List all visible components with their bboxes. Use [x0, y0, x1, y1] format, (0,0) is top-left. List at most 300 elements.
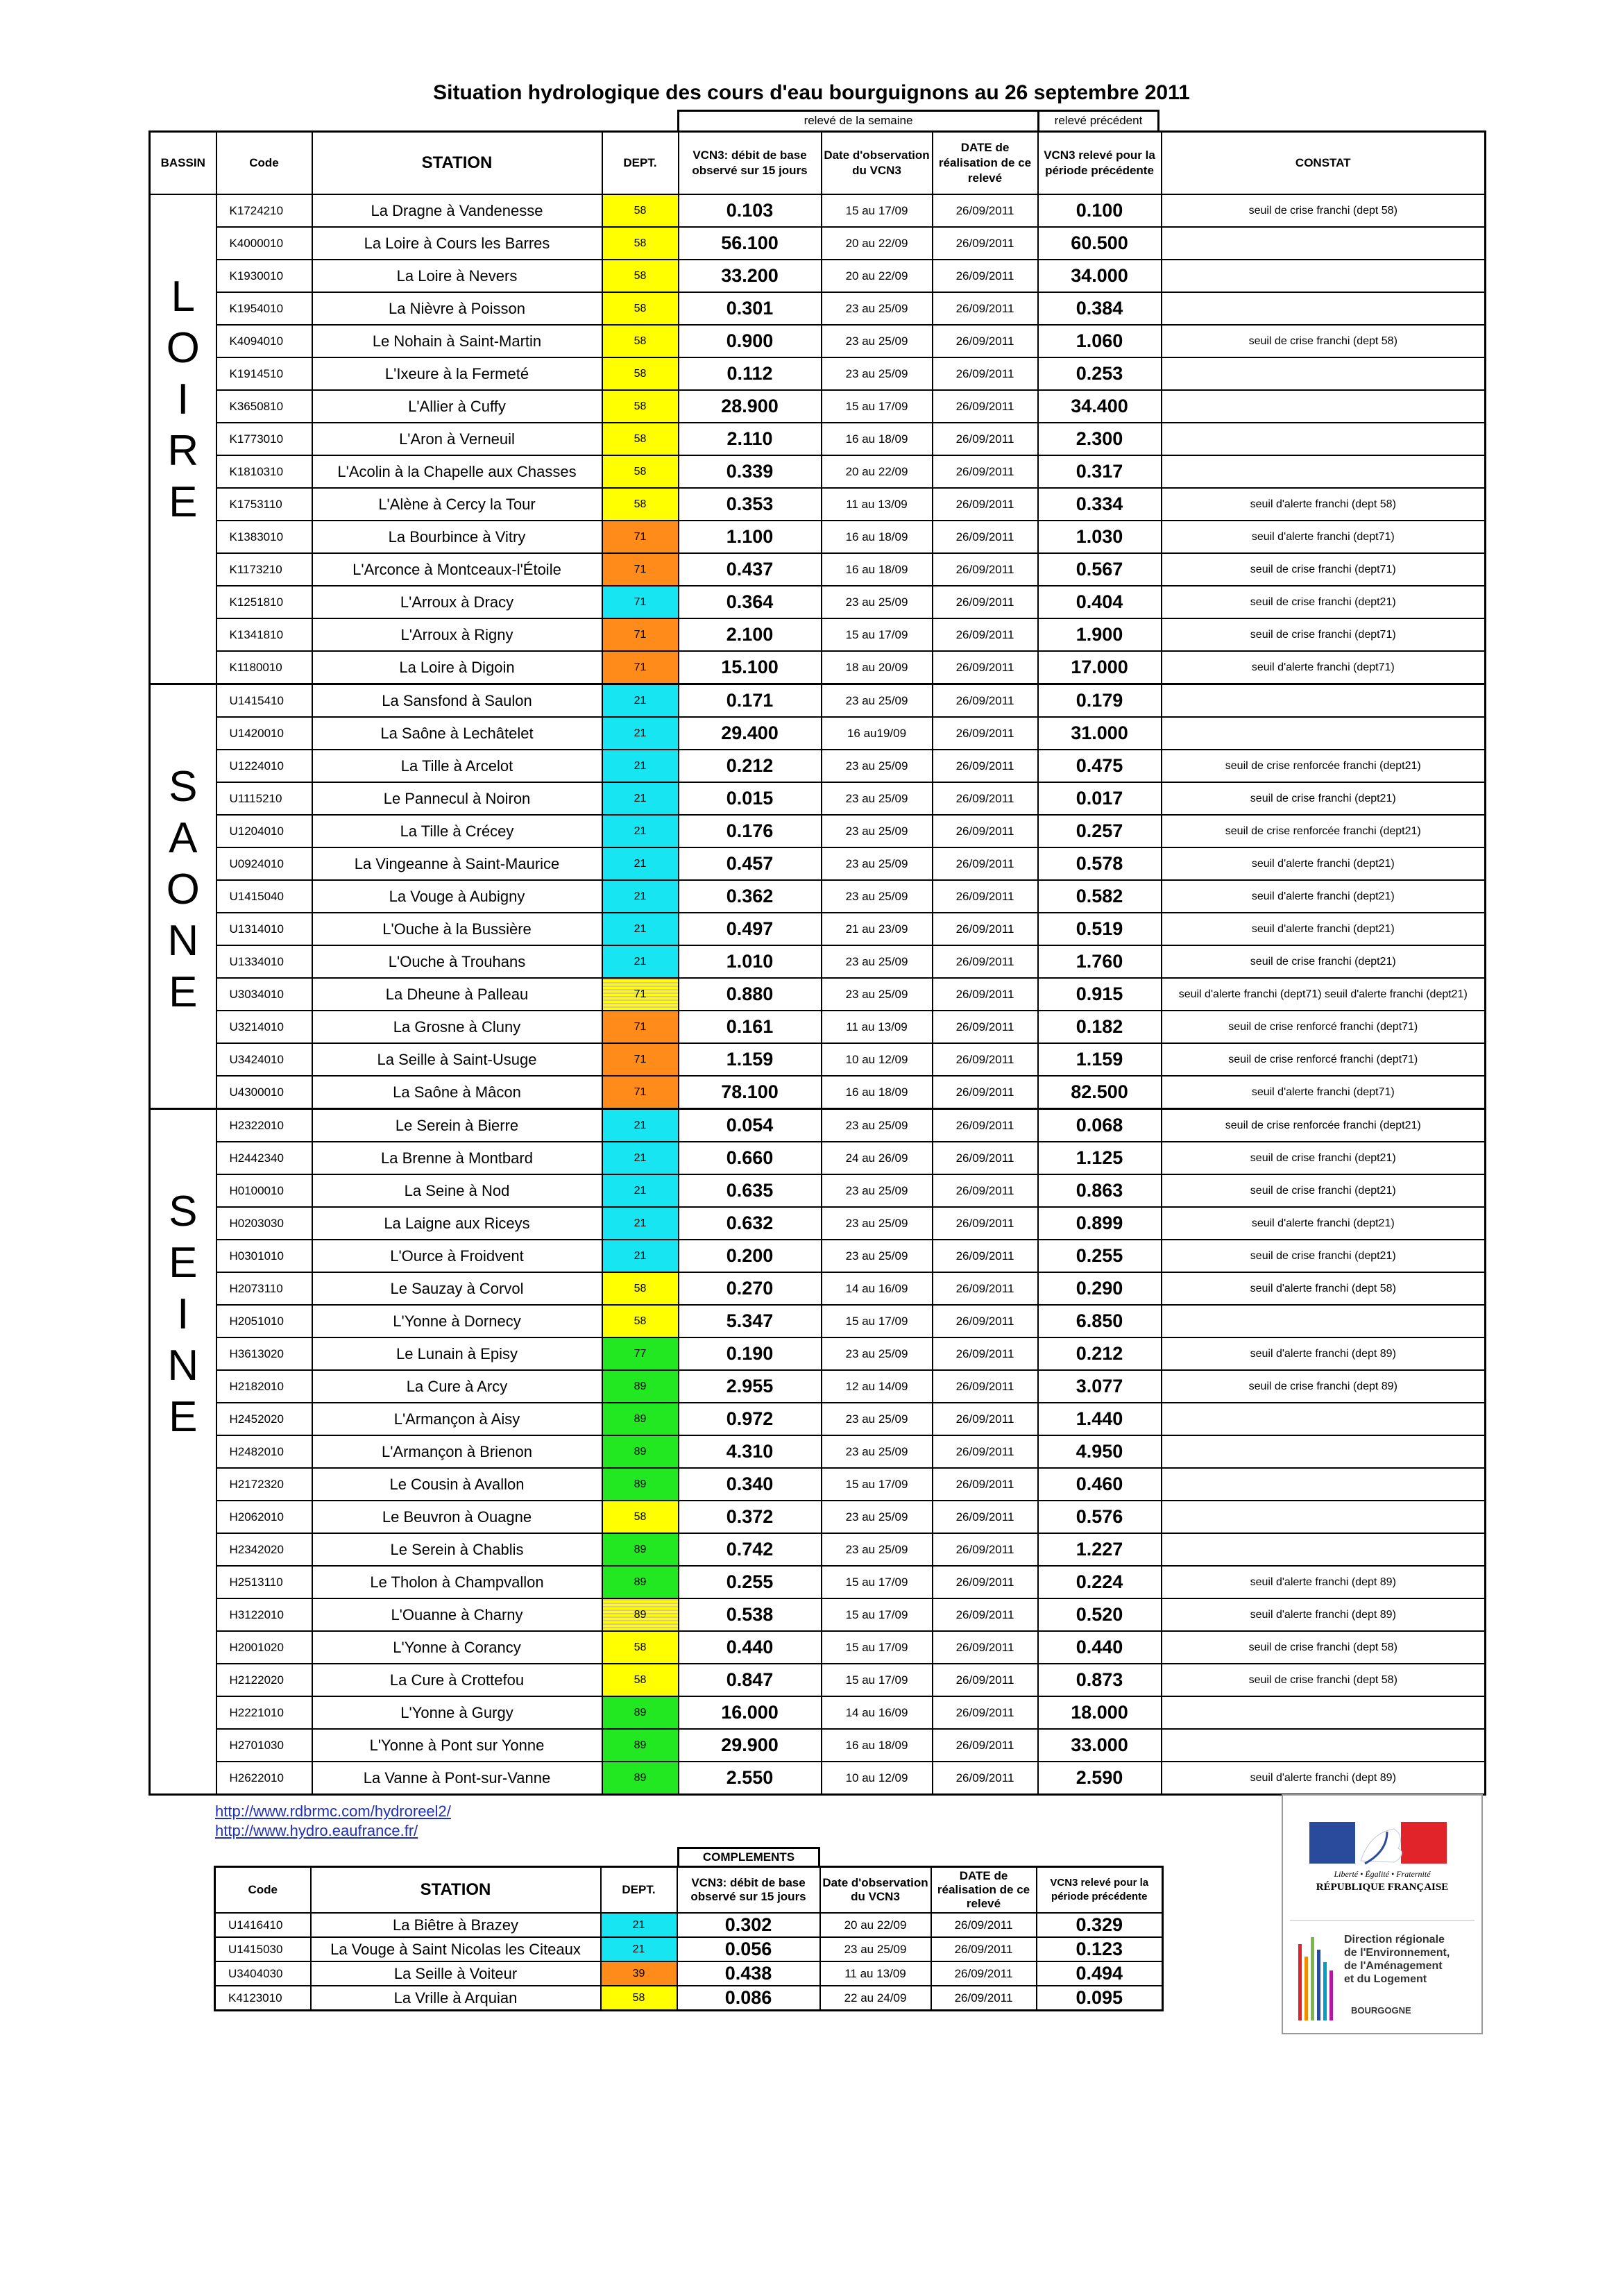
- dept-cell: 21: [602, 847, 679, 880]
- report-date: 26/09/2011: [933, 1109, 1038, 1142]
- constat-text: seuil de crise franchi (dept 58): [1162, 1631, 1486, 1664]
- observation-period: 23 au 25/09: [822, 945, 933, 978]
- observation-period: 14 au 16/09: [822, 1696, 933, 1729]
- vcn3-value: 2.100: [679, 618, 822, 651]
- station-name: La Bourbince à Vitry: [312, 521, 602, 553]
- dept-cell: 58: [602, 292, 679, 325]
- table-header-row: [150, 132, 1486, 195]
- previous-vcn3-value: 1.440: [1038, 1403, 1162, 1435]
- previous-vcn3-value: 0.520: [1038, 1598, 1162, 1631]
- table-row: [150, 1207, 1486, 1240]
- station-name: L'Ouche à la Bussière: [312, 913, 602, 945]
- dept-cell: 71: [602, 1043, 679, 1076]
- observation-period: 23 au 25/09: [820, 1937, 931, 1961]
- previous-vcn3-value: 31.000: [1038, 717, 1162, 750]
- table-row: [150, 488, 1486, 521]
- vcn3-value: 0.171: [679, 684, 822, 718]
- dept-cell: 21: [602, 717, 679, 750]
- station-code: H2701030: [216, 1729, 312, 1762]
- basin-label: [150, 194, 216, 684]
- observation-period: 20 au 22/09: [822, 455, 933, 488]
- report-date: 26/09/2011: [933, 1631, 1038, 1664]
- table-row: [150, 260, 1486, 292]
- station-code: H0301010: [216, 1240, 312, 1272]
- report-date: 26/09/2011: [933, 260, 1038, 292]
- constat-text: seuil d'alerte franchi (dept21): [1162, 1207, 1486, 1240]
- logo-direction-line: de l'Environnement,: [1344, 1947, 1450, 1959]
- page-title: Situation hydrologique des cours d'eau bourguignons au 26 septembre 2011: [433, 81, 1190, 104]
- observation-period: 23 au 25/09: [822, 1533, 933, 1566]
- observation-period: 23 au 25/09: [822, 1403, 933, 1435]
- vcn3-value: 0.438: [677, 1961, 820, 1986]
- station-name: La Vrille à Arquian: [311, 1986, 601, 2011]
- report-date: 26/09/2011: [933, 651, 1038, 684]
- previous-vcn3-value: 33.000: [1038, 1729, 1162, 1762]
- station-name: La Dragne à Vandenesse: [312, 194, 602, 227]
- constat-text: seuil de crise franchi (dept71): [1162, 618, 1486, 651]
- observation-period: 15 au 17/09: [822, 1305, 933, 1337]
- station-code: U4300010: [216, 1076, 312, 1109]
- constat-text: seuil de crise franchi (dept 58): [1162, 1664, 1486, 1696]
- observation-period: 23 au 25/09: [822, 1337, 933, 1370]
- basin-label: [150, 1109, 216, 1795]
- basin-letter: A: [169, 814, 198, 862]
- vcn3-value: 0.302: [677, 1913, 820, 1937]
- station-name: La Nièvre à Poisson: [312, 292, 602, 325]
- dept-cell: 39: [601, 1961, 677, 1986]
- constat-text: seuil d'alerte franchi (dept 89): [1162, 1762, 1486, 1795]
- report-date: 26/09/2011: [933, 1240, 1038, 1272]
- station-name: Le Cousin à Avallon: [312, 1468, 602, 1501]
- link-hydro-eaufrance[interactable]: http://www.hydro.eaufrance.fr/: [215, 1822, 418, 1839]
- table-row: [150, 455, 1486, 488]
- report-date: 26/09/2011: [933, 913, 1038, 945]
- report-date: 26/09/2011: [933, 717, 1038, 750]
- observation-period: 10 au 12/09: [822, 1043, 933, 1076]
- dept-cell: 21: [602, 880, 679, 913]
- dept-cell: 58: [602, 390, 679, 423]
- report-date: 26/09/2011: [931, 1986, 1037, 2011]
- dept-cell: 89: [602, 1566, 679, 1598]
- station-name: La Seine à Nod: [312, 1174, 602, 1207]
- table-row: [150, 553, 1486, 586]
- complements-row: [215, 1913, 1163, 1937]
- observation-period: 23 au 25/09: [822, 586, 933, 618]
- table-row: [150, 1729, 1486, 1762]
- previous-vcn3-value: 0.873: [1038, 1664, 1162, 1696]
- observation-period: 11 au 13/09: [820, 1961, 931, 1986]
- constat-text: seuil d'alerte franchi (dept 89): [1162, 1598, 1486, 1631]
- station-name: L'Allier à Cuffy: [312, 390, 602, 423]
- constat-text: [1162, 423, 1486, 455]
- dept-cell: 58: [602, 260, 679, 292]
- table-row: [150, 1370, 1486, 1403]
- station-code: K1251810: [216, 586, 312, 618]
- station-name: Le Beuvron à Ouagne: [312, 1501, 602, 1533]
- basin-letter: E: [169, 1393, 198, 1441]
- dept-cell: 58: [602, 423, 679, 455]
- dept-cell: 89: [602, 1468, 679, 1501]
- station-code: K1753110: [216, 488, 312, 521]
- vcn3-value: 33.200: [679, 260, 822, 292]
- dept-cell: 21: [602, 750, 679, 782]
- report-date: 26/09/2011: [933, 1729, 1038, 1762]
- vcn3-value: 29.400: [679, 717, 822, 750]
- previous-vcn3-value: 0.179: [1038, 684, 1162, 718]
- station-code: U1115210: [216, 782, 312, 815]
- observation-period: 15 au 17/09: [822, 390, 933, 423]
- report-date: 26/09/2011: [933, 357, 1038, 390]
- station-name: L'Ixeure à la Fermeté: [312, 357, 602, 390]
- station-code: U1420010: [216, 717, 312, 750]
- constat-text: seuil d'alerte franchi (dept71): [1162, 521, 1486, 553]
- station-name: La Biêtre à Brazey: [311, 1913, 601, 1937]
- previous-vcn3-value: 0.404: [1038, 586, 1162, 618]
- previous-vcn3-value: 6.850: [1038, 1305, 1162, 1337]
- vcn3-value: 0.372: [679, 1501, 822, 1533]
- constat-text: seuil d'alerte franchi (dept21): [1162, 847, 1486, 880]
- previous-vcn3-value: 1.125: [1038, 1142, 1162, 1174]
- constat-text: [1162, 227, 1486, 260]
- constat-text: [1162, 292, 1486, 325]
- report-date: 26/09/2011: [933, 880, 1038, 913]
- report-date: 26/09/2011: [933, 1435, 1038, 1468]
- table-row: [150, 1435, 1486, 1468]
- station-name: La Vanne à Pont-sur-Vanne: [312, 1762, 602, 1795]
- dept-cell: 58: [602, 488, 679, 521]
- table-row: [150, 1664, 1486, 1696]
- report-date: 26/09/2011: [933, 553, 1038, 586]
- vcn3-value: 0.353: [679, 488, 822, 521]
- station-code: H2342020: [216, 1533, 312, 1566]
- previous-vcn3-value: 0.578: [1038, 847, 1162, 880]
- vcn3-value: 0.497: [679, 913, 822, 945]
- station-code: H2051010: [216, 1305, 312, 1337]
- dept-cell: 21: [602, 945, 679, 978]
- observation-period: 15 au 17/09: [822, 1566, 933, 1598]
- station-code: K1954010: [216, 292, 312, 325]
- previous-vcn3-value: 2.300: [1038, 423, 1162, 455]
- vcn3-value: 16.000: [679, 1696, 822, 1729]
- station-name: Le Nohain à Saint-Martin: [312, 325, 602, 357]
- table-row: [150, 1501, 1486, 1533]
- report-date: 26/09/2011: [933, 423, 1038, 455]
- previous-vcn3-value: 3.077: [1038, 1370, 1162, 1403]
- station-name: La Tille à Crécey: [312, 815, 602, 847]
- previous-vcn3-value: 34.400: [1038, 390, 1162, 423]
- constat-text: seuil de crise renforcé franchi (dept71): [1162, 1043, 1486, 1076]
- station-name: Le Tholon à Champvallon: [312, 1566, 602, 1598]
- basin-letter: L: [171, 273, 195, 321]
- station-code: H3122010: [216, 1598, 312, 1631]
- report-date: 26/09/2011: [933, 847, 1038, 880]
- station-name: L'Arconce à Montceaux-l'Étoile: [312, 553, 602, 586]
- previous-vcn3-value: 1.030: [1038, 521, 1162, 553]
- table-row: [150, 750, 1486, 782]
- dept-cell: 89: [602, 1729, 679, 1762]
- vcn3-value: 0.538: [679, 1598, 822, 1631]
- constat-text: seuil de crise franchi (dept 58): [1162, 194, 1486, 227]
- station-code: K4123010: [215, 1986, 311, 2011]
- header-station: STATION: [312, 132, 602, 195]
- vcn3-value: 0.103: [679, 194, 822, 227]
- dept-cell: 77: [602, 1337, 679, 1370]
- link-rdbrmc[interactable]: http://www.rdbrmc.com/hydroreel2/: [215, 1803, 451, 1820]
- hydrology-table: [148, 130, 1486, 1796]
- dept-cell: 58: [602, 194, 679, 227]
- vcn3-value: 0.015: [679, 782, 822, 815]
- table-row: [150, 1142, 1486, 1174]
- station-name: La Cure à Crottefou: [312, 1664, 602, 1696]
- table-row: [150, 1043, 1486, 1076]
- observation-period: 23 au 25/09: [822, 684, 933, 718]
- dept-cell: 21: [601, 1913, 677, 1937]
- logo-direction-line: et du Logement: [1344, 1973, 1427, 1985]
- station-code: H2182010: [216, 1370, 312, 1403]
- complements-header-code: Code: [215, 1867, 311, 1914]
- table-row: [150, 1468, 1486, 1501]
- station-name: La Seille à Voiteur: [311, 1961, 601, 1986]
- station-code: H2322010: [216, 1109, 312, 1142]
- observation-period: 23 au 25/09: [822, 325, 933, 357]
- observation-period: 23 au 25/09: [822, 1174, 933, 1207]
- station-code: H2172320: [216, 1468, 312, 1501]
- station-code: K1173210: [216, 553, 312, 586]
- previous-vcn3-value: 0.475: [1038, 750, 1162, 782]
- observation-period: 23 au 25/09: [822, 782, 933, 815]
- table-row: [150, 1272, 1486, 1305]
- station-name: La Loire à Digoin: [312, 651, 602, 684]
- observation-period: 15 au 17/09: [822, 1598, 933, 1631]
- observation-period: 23 au 25/09: [822, 880, 933, 913]
- observation-period: 16 au 18/09: [822, 423, 933, 455]
- station-name: L'Alène à Cercy la Tour: [312, 488, 602, 521]
- table-row: [150, 1011, 1486, 1043]
- observation-period: 18 au 20/09: [822, 651, 933, 684]
- observation-period: 15 au 17/09: [822, 194, 933, 227]
- station-name: La Cure à Arcy: [312, 1370, 602, 1403]
- basin-letter: O: [166, 324, 200, 372]
- complements-header-row: [215, 1867, 1163, 1914]
- station-name: Le Serein à Bierre: [312, 1109, 602, 1142]
- station-code: H2062010: [216, 1501, 312, 1533]
- dept-cell: 58: [601, 1986, 677, 2011]
- dept-cell: 71: [602, 586, 679, 618]
- vcn3-value: 1.010: [679, 945, 822, 978]
- station-code: U3034010: [216, 978, 312, 1011]
- constat-text: seuil de crise renforcée franchi (dept21): [1162, 750, 1486, 782]
- header-code: Code: [216, 132, 312, 195]
- vcn3-value: 28.900: [679, 390, 822, 423]
- vcn3-value: 0.212: [679, 750, 822, 782]
- basin-letter: R: [167, 427, 199, 475]
- station-code: U3404030: [215, 1961, 311, 1986]
- constat-text: [1162, 1729, 1486, 1762]
- complements-header-station: STATION: [311, 1867, 601, 1914]
- station-code: K1180010: [216, 651, 312, 684]
- previous-vcn3-value: 60.500: [1038, 227, 1162, 260]
- table-row: [150, 227, 1486, 260]
- report-date: 26/09/2011: [933, 1468, 1038, 1501]
- prefecture-logo: [1282, 1794, 1483, 2034]
- previous-vcn3-value: 0.212: [1038, 1337, 1162, 1370]
- station-name: Le Serein à Chablis: [312, 1533, 602, 1566]
- observation-period: 15 au 17/09: [822, 618, 933, 651]
- observation-period: 23 au 25/09: [822, 815, 933, 847]
- vcn3-value: 0.632: [679, 1207, 822, 1240]
- station-name: La Laigne aux Riceys: [312, 1207, 602, 1240]
- observation-period: 23 au 25/09: [822, 1207, 933, 1240]
- previous-vcn3-value: 1.760: [1038, 945, 1162, 978]
- report-date: 26/09/2011: [933, 1043, 1038, 1076]
- station-name: Le Pannecul à Noiron: [312, 782, 602, 815]
- report-date: 26/09/2011: [931, 1961, 1037, 1986]
- observation-period: 16 au 18/09: [822, 553, 933, 586]
- basin-letter: E: [169, 968, 198, 1016]
- station-code: K1914510: [216, 357, 312, 390]
- logo-republic: RÉPUBLIQUE FRANÇAISE: [1316, 1882, 1449, 1893]
- header-date-observation: Date d'observation du VCN3: [822, 132, 933, 195]
- table-row: [150, 684, 1486, 718]
- vcn3-value: 0.255: [679, 1566, 822, 1598]
- constat-text: [1162, 684, 1486, 718]
- complements-header-vcn3-previous: VCN3 relevé pour la période précédente: [1037, 1867, 1163, 1914]
- observation-period: 23 au 25/09: [822, 1109, 933, 1142]
- station-code: H3613020: [216, 1337, 312, 1370]
- previous-vcn3-value: 0.017: [1038, 782, 1162, 815]
- dept-cell: 71: [602, 1011, 679, 1043]
- table-row: [150, 945, 1486, 978]
- report-date: 26/09/2011: [933, 1696, 1038, 1729]
- table-row: [150, 651, 1486, 684]
- station-name: La Sansfond à Saulon: [312, 684, 602, 718]
- report-date: 26/09/2011: [933, 292, 1038, 325]
- station-code: K4000010: [216, 227, 312, 260]
- dept-cell: 89: [602, 1598, 679, 1631]
- previous-vcn3-value: 0.567: [1038, 553, 1162, 586]
- observation-period: 20 au 22/09: [822, 260, 933, 292]
- previous-vcn3-value: 17.000: [1038, 651, 1162, 684]
- vcn3-value: 0.900: [679, 325, 822, 357]
- previous-vcn3-value: 0.494: [1037, 1961, 1163, 1986]
- vcn3-value: 2.110: [679, 423, 822, 455]
- table-row: [150, 390, 1486, 423]
- observation-period: 20 au 22/09: [820, 1913, 931, 1937]
- station-name: Le Sauzay à Corvol: [312, 1272, 602, 1305]
- dept-cell: 58: [602, 325, 679, 357]
- previous-vcn3-value: 0.068: [1038, 1109, 1162, 1142]
- previous-vcn3-value: 0.384: [1038, 292, 1162, 325]
- dept-cell: 71: [602, 978, 679, 1011]
- previous-vcn3-value: 0.095: [1037, 1986, 1163, 2011]
- table-row: [150, 194, 1486, 227]
- vcn3-value: 0.457: [679, 847, 822, 880]
- vcn3-value: 2.550: [679, 1762, 822, 1795]
- logo-motto: Liberté • Égalité • Fraternité: [1334, 1869, 1431, 1879]
- station-code: U1415040: [216, 880, 312, 913]
- dept-cell: 71: [602, 521, 679, 553]
- vcn3-value: 0.056: [677, 1937, 820, 1961]
- constat-text: [1162, 1696, 1486, 1729]
- station-code: H2001020: [216, 1631, 312, 1664]
- constat-text: [1162, 1501, 1486, 1533]
- station-code: K1773010: [216, 423, 312, 455]
- previous-vcn3-value: 0.123: [1037, 1937, 1163, 1961]
- station-name: L'Armançon à Aisy: [312, 1403, 602, 1435]
- station-code: U0924010: [216, 847, 312, 880]
- vcn3-value: 0.635: [679, 1174, 822, 1207]
- header-vcn3: VCN3: débit de base observé sur 15 jours: [679, 132, 822, 195]
- vcn3-value: 0.660: [679, 1142, 822, 1174]
- station-name: L'Ource à Froidvent: [312, 1240, 602, 1272]
- station-name: La Tille à Arcelot: [312, 750, 602, 782]
- dept-cell: 21: [602, 684, 679, 718]
- constat-text: [1162, 1435, 1486, 1468]
- constat-text: [1162, 717, 1486, 750]
- constat-text: [1162, 357, 1486, 390]
- table-row: [150, 782, 1486, 815]
- dept-cell: 58: [602, 1664, 679, 1696]
- table-row: [150, 357, 1486, 390]
- report-date: 26/09/2011: [933, 1370, 1038, 1403]
- station-name: L'Aron à Verneuil: [312, 423, 602, 455]
- observation-period: 11 au 13/09: [822, 488, 933, 521]
- header-bassin: BASSIN: [150, 132, 216, 195]
- station-code: U1204010: [216, 815, 312, 847]
- dept-cell: 21: [602, 1240, 679, 1272]
- station-code: H2221010: [216, 1696, 312, 1729]
- table-row: [150, 1631, 1486, 1664]
- constat-text: seuil de crise renforcée franchi (dept21): [1162, 1109, 1486, 1142]
- constat-text: seuil de crise franchi (dept21): [1162, 782, 1486, 815]
- station-code: U1416410: [215, 1913, 311, 1937]
- station-code: H2452020: [216, 1403, 312, 1435]
- previous-vcn3-value: 0.915: [1038, 978, 1162, 1011]
- dept-cell: 89: [602, 1403, 679, 1435]
- dept-cell: 58: [602, 357, 679, 390]
- station-name: L'Yonne à Dornecy: [312, 1305, 602, 1337]
- constat-text: seuil d'alerte franchi (dept21): [1162, 880, 1486, 913]
- constat-text: [1162, 455, 1486, 488]
- constat-text: seuil de crise renforcée franchi (dept21): [1162, 815, 1486, 847]
- report-date: 26/09/2011: [933, 618, 1038, 651]
- table-row: [150, 292, 1486, 325]
- report-date: 26/09/2011: [933, 782, 1038, 815]
- report-date: 26/09/2011: [933, 455, 1038, 488]
- report-date: 26/09/2011: [931, 1937, 1037, 1961]
- table-row: [150, 1337, 1486, 1370]
- vcn3-value: 1.100: [679, 521, 822, 553]
- station-name: La Vouge à Saint Nicolas les Citeaux: [311, 1937, 601, 1961]
- station-code: K1724210: [216, 194, 312, 227]
- station-code: U1314010: [216, 913, 312, 945]
- previous-vcn3-value: 0.290: [1038, 1272, 1162, 1305]
- marianne-logo-icon: [1283, 1796, 1481, 2033]
- dept-cell: 71: [602, 553, 679, 586]
- dept-cell: 58: [602, 1501, 679, 1533]
- station-name: La Saône à Mâcon: [312, 1076, 602, 1109]
- station-code: K1930010: [216, 260, 312, 292]
- vcn3-value: 0.847: [679, 1664, 822, 1696]
- vcn3-value: 0.176: [679, 815, 822, 847]
- vcn3-value: 0.086: [677, 1986, 820, 2011]
- station-name: La Dheune à Palleau: [312, 978, 602, 1011]
- dept-cell: 71: [602, 618, 679, 651]
- previous-vcn3-value: 0.576: [1038, 1501, 1162, 1533]
- basin-letter: S: [169, 1188, 198, 1235]
- station-code: U1334010: [216, 945, 312, 978]
- complements-row: [215, 1961, 1163, 1986]
